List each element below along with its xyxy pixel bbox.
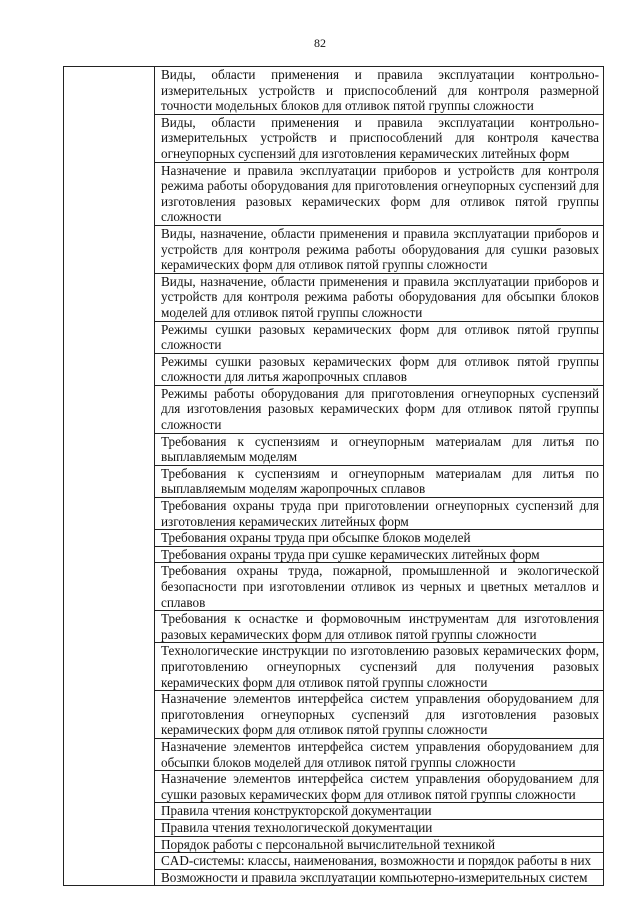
content-cell: Назначение и правила эксплуатации приборов и устройств для контроля режима работы оборудования для приготовления огнеупорных суспензий для изготовления разовых керамических форм для отливок пятой группы сложности bbox=[155, 162, 604, 225]
content-cell: Виды, области применения и правила эксплуатации контрольно-измерительных устройств и приспособлений для контроля размерной точности модельных блоков для отливок пятой группы сложности bbox=[155, 67, 604, 115]
content-cell: Требования охраны труда при приготовлении огнеупорных суспензий для изготовления керамических литейных форм bbox=[155, 498, 604, 530]
content-cell: Требования охраны труда при сушке керамических литейных форм bbox=[155, 546, 604, 563]
content-cell: Правила чтения конструкторской документации bbox=[155, 803, 604, 820]
content-cell: Правила чтения технологической документации bbox=[155, 819, 604, 836]
content-cell: Технологические инструкции по изготовлению разовых керамических форм, приготовлению огнеупорных суспензий для получения разовых керамических форм для отливок пятой группы сложности bbox=[155, 643, 604, 691]
label-cell bbox=[64, 67, 155, 886]
content-cell: Назначение элементов интерфейса систем управления оборудованием для обсыпки блоков моделей для отливок пятой группы сложности bbox=[155, 738, 604, 770]
content-cell: Порядок работы с персональной вычислительной техникой bbox=[155, 836, 604, 853]
content-cell: Режимы работы оборудования для приготовления огнеупорных суспензий для изготовления разовых керамических форм для отливок пятой группы сложности bbox=[155, 385, 604, 433]
table-row bbox=[64, 67, 604, 115]
content-cell: Режимы сушки разовых керамических форм для отливок пятой группы сложности bbox=[155, 321, 604, 353]
page-number: 82 bbox=[314, 36, 326, 50]
content-cell: Требования охраны труда, пожарной, промышленной и экологической безопасности при изготовлении отливок из черных и цветных металлов и сплавов bbox=[155, 563, 604, 611]
content-cell: Виды, назначение, области применения и правила эксплуатации приборов и устройств для контроля режима работы оборудования для сушки разовых керамических форм для отливок пятой группы сложности bbox=[155, 225, 604, 273]
content-cell: Назначение элементов интерфейса систем управления оборудованием для сушки разовых керамических форм для отливок пятой группы сложности bbox=[155, 771, 604, 803]
content-cell: Возможности и правила эксплуатации компьютерно-измерительных систем bbox=[155, 869, 604, 886]
table-body bbox=[64, 67, 604, 886]
content-cell: CAD-системы: классы, наименования, возможности и порядок работы в них bbox=[155, 853, 604, 870]
content-cell: Требования к суспензиям и огнеупорным материалам для литья по выплавляемым моделям bbox=[155, 433, 604, 465]
content-cell: Требования к оснастке и формовочным инструментам для изготовления разовых керамических форм для отливок пятой группы сложности bbox=[155, 611, 604, 643]
knowledge-table bbox=[63, 66, 604, 886]
content-cell: Виды, области применения и правила эксплуатации контрольно-измерительных устройств и приспособлений для контроля качества огнеупорных суспензий для изготовления керамических литейных форм bbox=[155, 114, 604, 162]
content-cell: Режимы сушки разовых керамических форм для отливок пятой группы сложности для литья жаропрочных сплавов bbox=[155, 353, 604, 385]
content-cell: Требования охраны труда при обсыпке блоков моделей bbox=[155, 530, 604, 547]
content-cell: Требования к суспензиям и огнеупорным материалам для литья по выплавляемым моделям жаропрочных сплавов bbox=[155, 465, 604, 497]
content-cell: Назначение элементов интерфейса систем управления оборудованием для приготовления огнеупорных суспензий для изготовления разовых керамических форм для отливок пятой группы сложности bbox=[155, 691, 604, 739]
content-cell: Виды, назначение, области применения и правила эксплуатации приборов и устройств для контроля режима работы оборудования для обсыпки блоков моделей для отливок пятой группы сложности bbox=[155, 273, 604, 321]
